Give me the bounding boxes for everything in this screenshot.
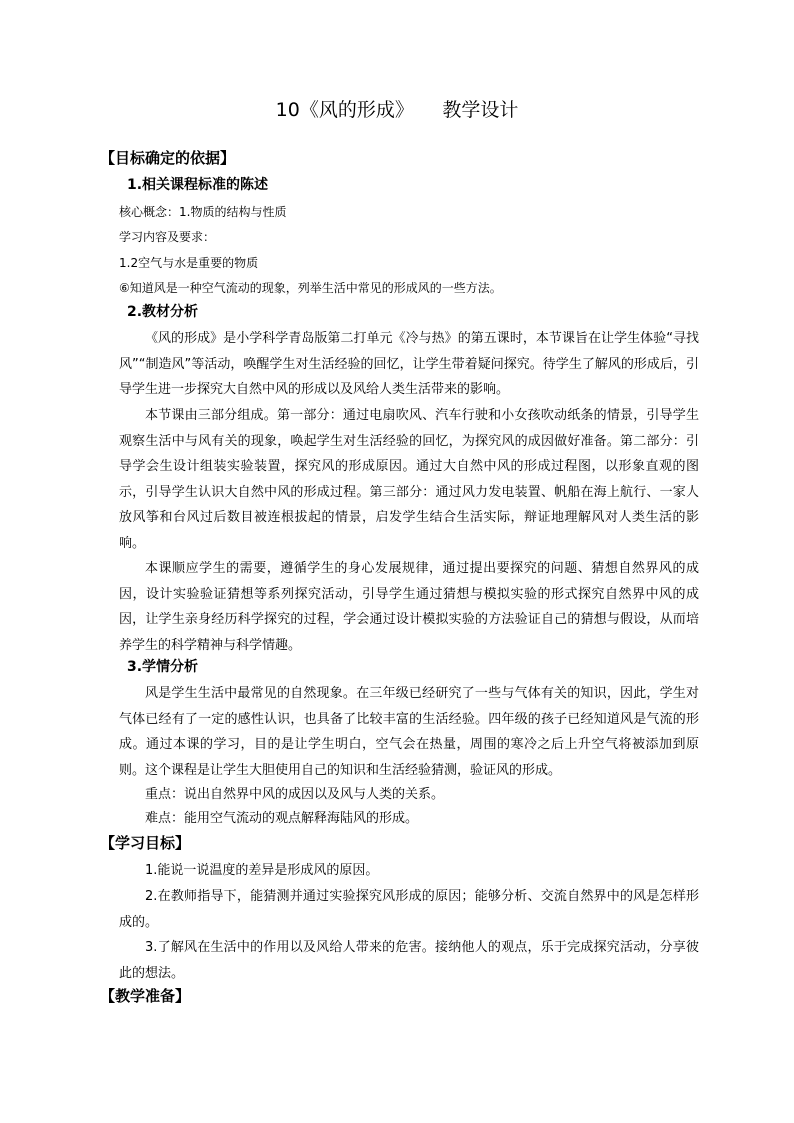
document-title: 10《风的形成》 教学设计 [275, 99, 519, 121]
textbook-paragraph: 《风的形成》是小学科学青岛版第二打单元《冷与热》的第五课时，本节课旨在让学生体验“寻找风”“制造风”等活动，唤醒学生对生活经验的回忆，让学生带着疑问探究。待学生了解风的形成后，引导学生进一步探究大自然中风的形成以及风给人类生活带来的影响。 [119, 331, 699, 397]
textbook-paragraph: 本课顺应学生的需要，遵循学生的身心发展规律，通过提出要探究的问题、猜想自然界风的成因，设计实验验证猜想等系列探究活动，引导学生通过猜想与模拟实验的形式探究自然界中风的成因，让学生亲身经历科学探究的过程，学会通过设计模拟实验的方法验证自己的猜想与假设，从而培养学生的科学精神与科学情趣。 [119, 561, 699, 653]
textbook-paragraph: 本节课由三部分组成。第一部分：通过电扇吹风、汽车行驶和小女孩吹动纸条的情景，引导学生观察生活中与风有关的现象，唤起学生对生活经验的回忆，为探究风的成因做好准备。第二部分：引导学会生设计组装实验装置，探究风的形成原因。通过大自然中风的形成过程图，以形象直观的图示，引导学生认识大自然中风的形成过程。第三部分：通过风力发电装置、帆船在海上航行、一家人放风筝和台风过后数目被连根拔起的情景，启发学生结合生活实际，辩证地理解风对人类生活的影响。 [119, 408, 699, 551]
objective-item: 2.在教师指导下，能猜测并通过实验探究风形成的原因；能够分析、交流自然界中的风是怎样形成的。 [119, 889, 699, 930]
objective-item: 3.了解风在生活中的作用以及风给人带来的危害。接纳他人的观点，乐于完成探究活动，分享彼此的想法。 [119, 940, 699, 981]
curriculum-line: 学习内容及要求： [119, 230, 216, 244]
key-point: 重点：说出自然界中风的成因以及风与人类的关系。 [145, 787, 445, 802]
subsection-heading-students: 3.学情分析 [127, 659, 199, 675]
difficulty-point: 难点：能用空气流动的观点解释海陆风的形成。 [145, 811, 419, 826]
curriculum-line: 1.2空气与水是重要的物质 [119, 256, 259, 270]
curriculum-line: ⑥知道风是一种空气流动的现象，列举生活中常见的形成风的一些方法。 [119, 281, 502, 295]
section-heading-preparation: 【教学准备】 [100, 987, 191, 1005]
curriculum-line: 核心概念：1.物质的结构与性质 [119, 205, 287, 219]
section-heading-basis: 【目标确定的依据】 [100, 149, 236, 167]
section-heading-objectives: 【学习目标】 [100, 834, 191, 852]
subsection-heading-curriculum: 1.相关课程标准的陈述 [127, 177, 269, 193]
students-paragraph: 风是学生生活中最常见的自然现象。在三年级已经研究了一些与气体有关的知识，因此，学生对气体已经有了一定的感性认识，也具备了比较丰富的生活经验。四年级的孩子已经知道风是气流的形成。通过本课的学习，目的是让学生明白，空气会在热量，周围的寒冷之后上升空气将被添加到原则。这个课程是让学生大胆使用自己的知识和生活经验猜测，验证风的形成。 [119, 686, 699, 778]
objective-item: 1.能说一说温度的差异是形成风的原因。 [145, 863, 379, 878]
subsection-heading-textbook: 2.教材分析 [127, 304, 199, 320]
